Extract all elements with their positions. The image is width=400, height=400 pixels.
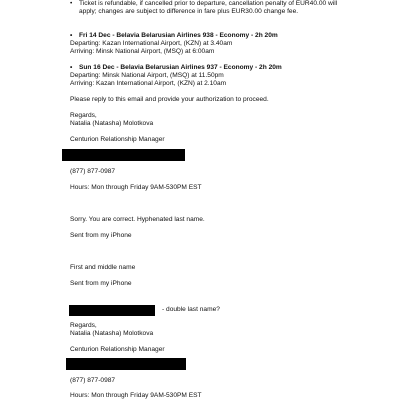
bullet-icon: • bbox=[70, 64, 73, 71]
flight-1-header: • Fri 14 Dec - Belavia Belarusian Airlines 938 - Economy - 2h 20m bbox=[70, 32, 278, 39]
refund-line-1: Ticket is refundable, if cancelled prior to departure, cancellation penalty of EUR40.00 will bbox=[79, 0, 338, 7]
message-first-middle: First and middle name bbox=[70, 264, 136, 271]
redaction-bar bbox=[62, 149, 185, 161]
flight-1-departing: Departing: Kazan International Airport, (KZN) at 3.40am bbox=[70, 40, 233, 47]
signature-2-hours: Hours: Mon through Friday 9AM-530PM EST bbox=[70, 392, 202, 399]
signature-2-phone: (877) 877-0987 bbox=[70, 377, 116, 384]
signature-2-name: Natalia (Natasha) Molotkova bbox=[70, 330, 154, 337]
refund-bullet bbox=[70, 0, 337, 8]
message-sent-from-1: Sent from my iPhone bbox=[70, 232, 132, 239]
flight-1-arriving: Arriving: Minsk National Airport, (MSQ) at 6:00am bbox=[70, 48, 215, 55]
refund-line-2: apply; changes are subject to difference in fare plus EUR30.00 change fee. bbox=[79, 8, 299, 15]
message-sent-from-2: Sent from my iPhone bbox=[70, 280, 132, 287]
redaction-bar bbox=[69, 305, 155, 316]
reply-request: Please reply to this email and provide your authorization to proceed. bbox=[70, 96, 269, 103]
bullet-icon: • bbox=[70, 32, 73, 39]
signature-1-title: Centurion Relationship Manager bbox=[70, 136, 165, 143]
flight-2-arriving: Arriving: Kazan International Airport, (KZN) at 2.10am bbox=[70, 80, 227, 87]
flight-2-departing: Departing: Minsk National Airport, (MSQ) at 11.50pm bbox=[70, 72, 224, 79]
redaction-bar bbox=[66, 358, 186, 370]
message-sorry: Sorry. You are correct. Hyphenated last name. bbox=[70, 216, 205, 223]
signature-2-title: Centurion Relationship Manager bbox=[70, 346, 165, 353]
signature-1-name: Natalia (Natasha) Molotkova bbox=[70, 120, 154, 127]
flight-2-header: • Sun 16 Dec - Belavia Belarusian Airlines 937 - Economy - 2h 20m bbox=[70, 64, 282, 71]
signature-2-regards: Regards, bbox=[70, 322, 97, 329]
message-double-last: - double last name? bbox=[162, 306, 220, 313]
signature-1-hours: Hours: Mon through Friday 9AM-530PM EST bbox=[70, 184, 202, 191]
bullet-icon: • bbox=[70, 0, 73, 7]
signature-1-phone: (877) 877-0987 bbox=[70, 168, 116, 175]
signature-1-regards: Regards, bbox=[70, 112, 97, 119]
